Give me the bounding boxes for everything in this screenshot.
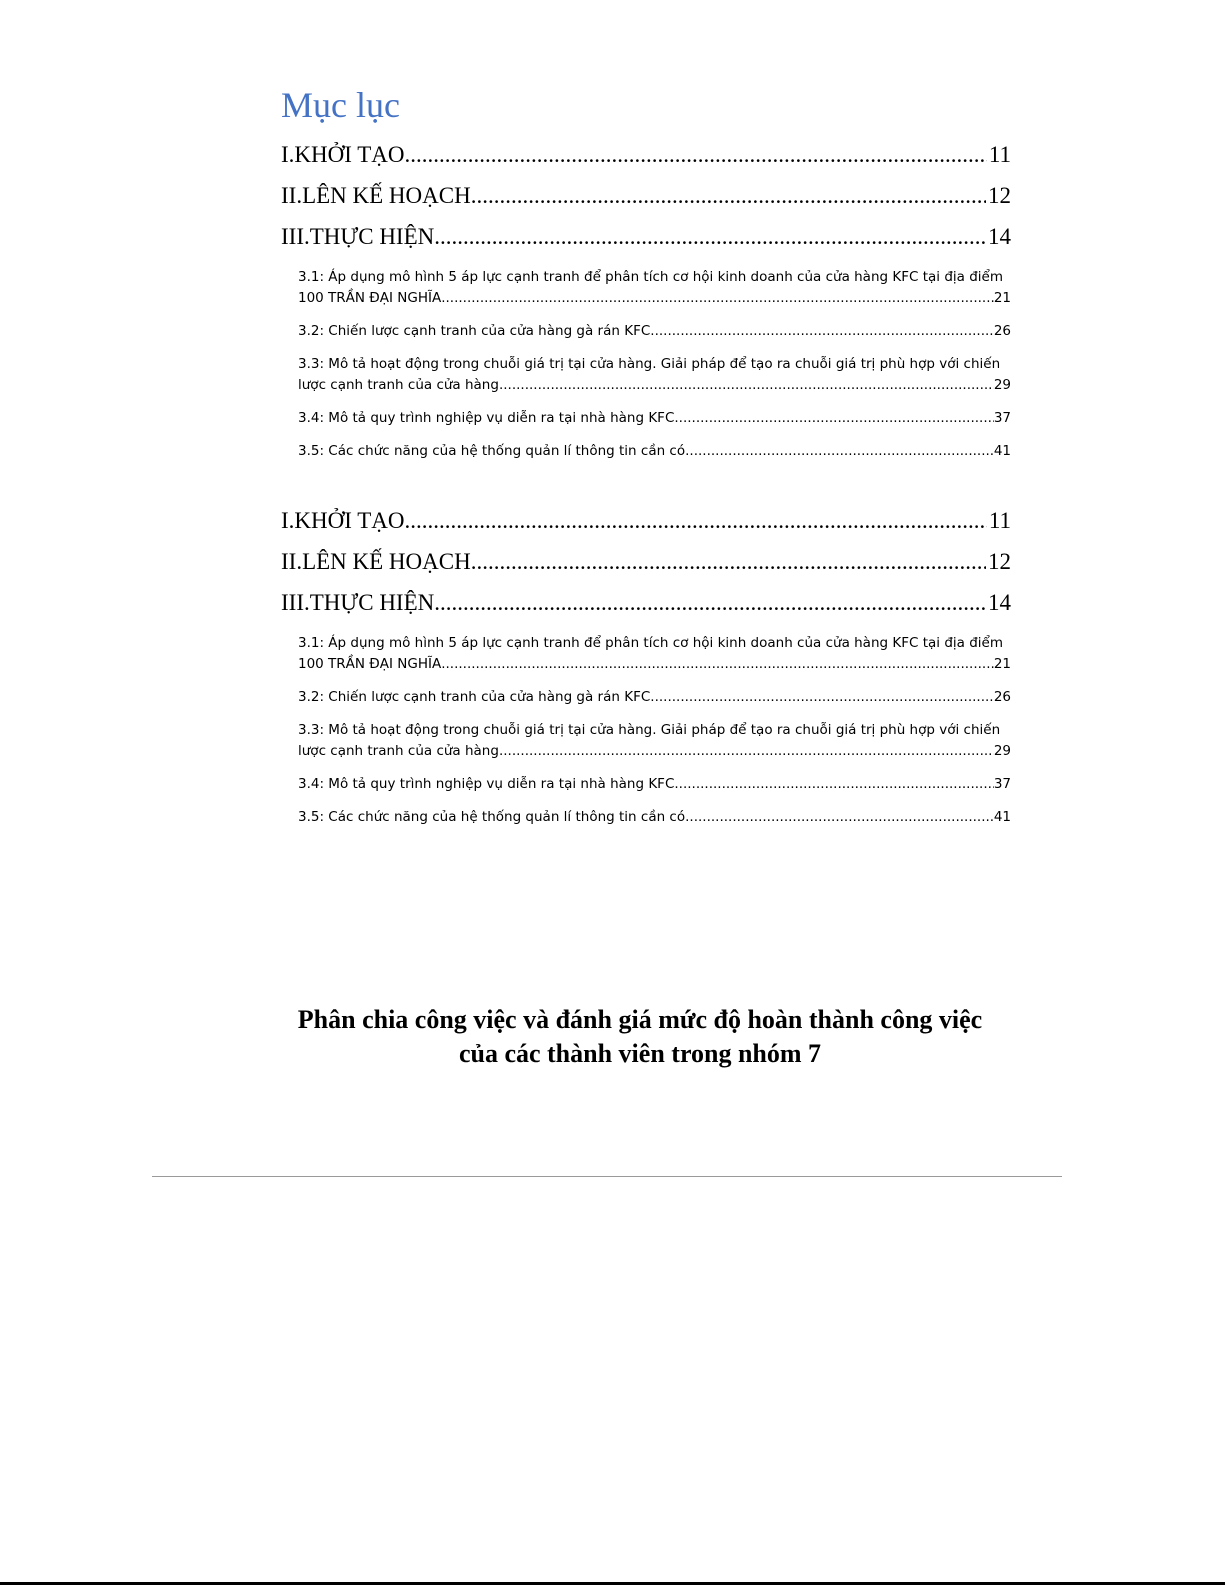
toc-leader	[499, 741, 994, 762]
toc-leader	[650, 687, 994, 708]
toc-leader	[650, 321, 994, 342]
toc-sub-entry-label: 3.5: Các chức năng của hệ thống quản lí thông tin cần có	[298, 443, 686, 459]
toc-sub-entry-label: lược cạnh tranh của cửa hàng	[298, 377, 499, 393]
toc-sub-entry[interactable]	[281, 807, 1011, 828]
toc-sub-entry-line: 3.3: Mô tả hoạt động trong chuỗi giá trị tại cửa hàng. Giải pháp để tạo ra chuỗi giá trị phù hợp với chiến	[298, 722, 1001, 738]
toc-entry[interactable]	[281, 222, 1011, 263]
toc-leader	[685, 441, 994, 462]
toc-sub-entry-line: 3.1: Áp dụng mô hình 5 áp lực cạnh tranh để phân tích cơ hội kinh doanh của cửa hàng KFC tại địa điểm	[298, 269, 1003, 285]
toc-sub-entry[interactable]	[281, 354, 1011, 396]
toc-entry[interactable]	[281, 506, 1011, 547]
toc-sub-entry-label: 100 TRẦN ĐẠI NGHĨA	[298, 290, 442, 306]
toc-sub-entry-page: 29	[993, 377, 1011, 393]
section-heading-line-2: của các thành viên trong nhóm 7	[458, 1039, 822, 1068]
toc-title: Mục lục	[281, 85, 400, 125]
toc-sub-entry[interactable]	[281, 633, 1011, 675]
toc-entry-label: III.THỰC HIỆN	[281, 590, 435, 615]
toc-sub-entry-page: 29	[993, 743, 1011, 759]
toc-leader	[441, 654, 994, 675]
toc-sub-entry-page: 21	[993, 290, 1011, 306]
toc-entry-label: I.KHỞI TẠO	[281, 508, 405, 533]
toc-sub-entry[interactable]	[281, 267, 1011, 309]
toc-block-2	[281, 506, 1011, 840]
toc-sub-entry-page: 26	[993, 689, 1011, 705]
toc-sub-entry-label: 3.4: Mô tả quy trình nghiệp vụ diễn ra tại nhà hàng KFC	[298, 410, 675, 426]
toc-entry-page: 14	[988, 590, 1011, 615]
toc-leader	[471, 547, 986, 577]
toc-sub-entry[interactable]	[281, 774, 1011, 795]
toc-entry-label: II.LÊN KẾ HOẠCH	[281, 549, 471, 574]
toc-sub-entry-line: 3.1: Áp dụng mô hình 5 áp lực cạnh tranh để phân tích cơ hội kinh doanh của cửa hàng KFC tại địa điểm	[298, 635, 1003, 651]
toc-leader	[471, 181, 986, 211]
toc-sub-entry-label: 100 TRẦN ĐẠI NGHĨA	[298, 656, 442, 672]
toc-entry[interactable]	[281, 140, 1011, 181]
toc-sub-entry-label: lược cạnh tranh của cửa hàng	[298, 743, 499, 759]
toc-sub-entry-page: 41	[993, 443, 1011, 459]
toc-sub-entry[interactable]	[281, 687, 1011, 708]
toc-sub-entry-page: 41	[993, 809, 1011, 825]
toc-sub-entry-label: 3.4: Mô tả quy trình nghiệp vụ diễn ra tại nhà hàng KFC	[298, 776, 675, 792]
toc-block-1	[281, 140, 1011, 474]
toc-leader	[674, 408, 993, 429]
toc-sub-entry-label: 3.2: Chiến lược cạnh tranh của cửa hàng gà rán KFC	[298, 323, 651, 339]
toc-entry-page: 14	[988, 224, 1011, 249]
toc-sub-entry-page: 21	[993, 656, 1011, 672]
toc-leader	[499, 375, 994, 396]
page-divider	[152, 1176, 1062, 1177]
toc-entry-label: III.THỰC HIỆN	[281, 224, 435, 249]
toc-entry-page: 12	[988, 549, 1011, 574]
toc-sub-entry-page: 37	[993, 410, 1011, 426]
toc-leader	[405, 140, 987, 170]
toc-sub-entry-label: 3.5: Các chức năng của hệ thống quản lí thông tin cần có	[298, 809, 686, 825]
toc-leader	[434, 222, 986, 252]
toc-leader	[441, 288, 994, 309]
toc-entry-page: 11	[988, 508, 1011, 533]
toc-entry[interactable]	[281, 588, 1011, 629]
toc-entry-label: II.LÊN KẾ HOẠCH	[281, 183, 471, 208]
toc-sub-entry[interactable]	[281, 408, 1011, 429]
toc-sub-entry-line: 3.3: Mô tả hoạt động trong chuỗi giá trị tại cửa hàng. Giải pháp để tạo ra chuỗi giá trị phù hợp với chiến	[298, 356, 1001, 372]
toc-sub-entry[interactable]	[281, 321, 1011, 342]
toc-leader	[405, 506, 987, 536]
toc-sub-entry[interactable]	[281, 720, 1011, 762]
section-heading	[200, 1003, 1080, 1071]
toc-sub-entry-label: 3.2: Chiến lược cạnh tranh của cửa hàng gà rán KFC	[298, 689, 651, 705]
toc-sub-entry[interactable]	[281, 441, 1011, 462]
toc-entry-page: 12	[988, 183, 1011, 208]
toc-entry-page: 11	[988, 142, 1011, 167]
toc-sub-entry-page: 26	[993, 323, 1011, 339]
toc-leader	[434, 588, 986, 618]
toc-entry[interactable]	[281, 547, 1011, 588]
toc-sub-entry-page: 37	[993, 776, 1011, 792]
toc-leader	[674, 774, 993, 795]
toc-entry[interactable]	[281, 181, 1011, 222]
toc-entry-label: I.KHỞI TẠO	[281, 142, 405, 167]
section-heading-line-1: Phân chia công việc và đánh giá mức độ hoàn thành công việc	[297, 1005, 983, 1034]
toc-leader	[685, 807, 994, 828]
